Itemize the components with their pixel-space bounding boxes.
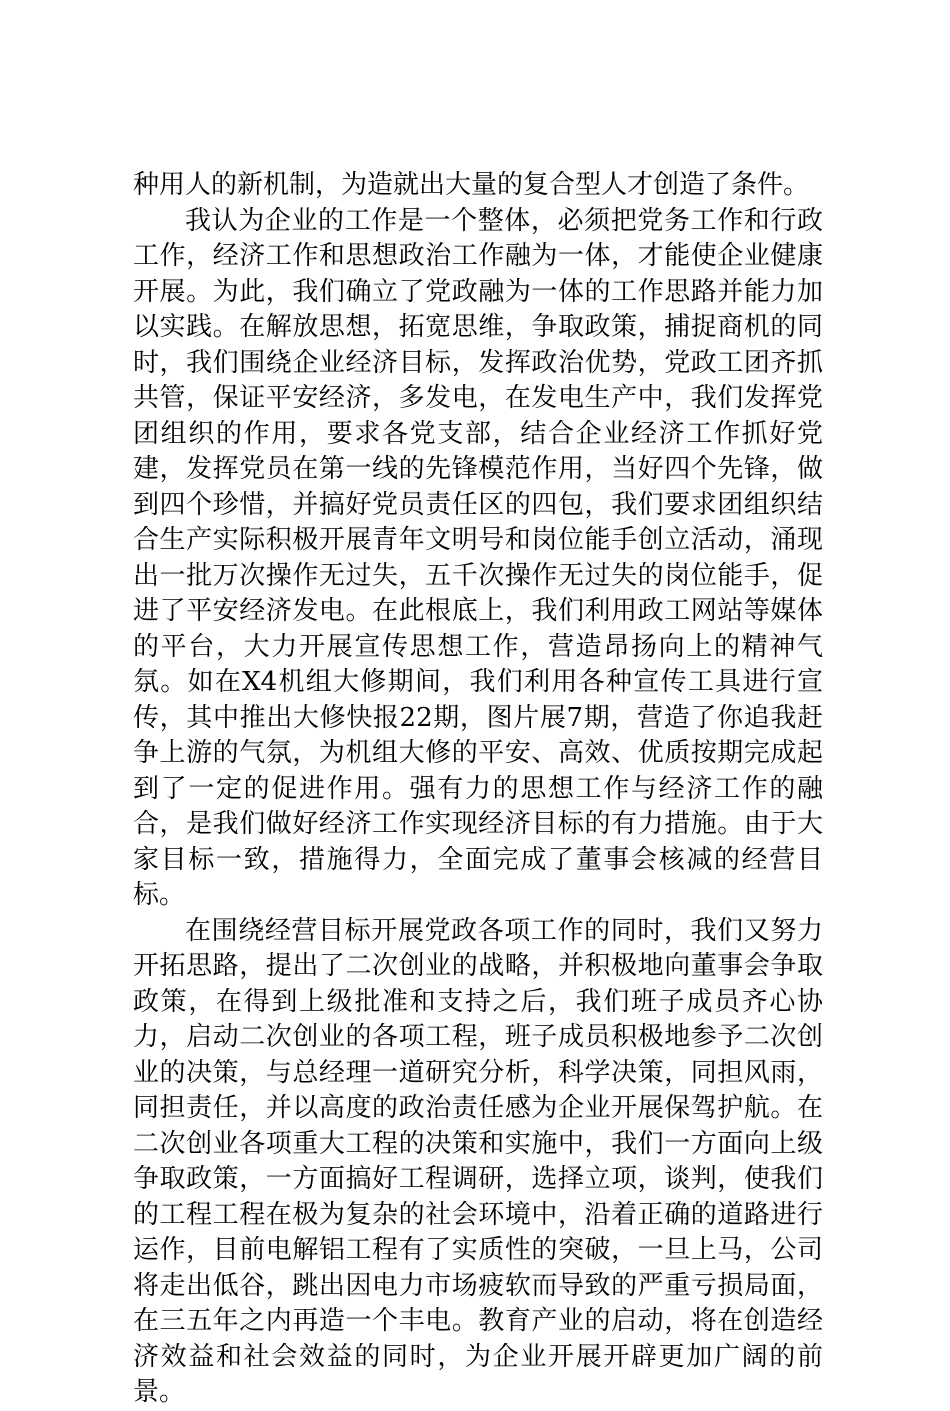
paragraph-2: 我认为企业的工作是一个整体，必须把党务工作和行政工作，经济工作和思想政治工作融为一体，才能使企业健康开展。为此，我们确立了党政融为一体的工作思路并能力加以实践。在解放思想，拓宽思维，争取政策，捕捉商机的同时，我们围绕企业经济目标，发挥政治优势，党政工团齐抓共管，保证平安经济，多发电，在发电生产中，我们发挥党团组织的作用，要求各党支部，结合企业经济工作抓好党建，发挥党员在第一线的先锋模范作用，当好四个先锋，做到四个珍惜，并搞好党员责任区的四包，我们要求团组织结合生产实际积极开展青年文明号和岗位能手创立活动，涌现出一批万次操作无过失，五千次操作无过失的岗位能手，促进了平安经济发电。在此根底上，我们利用政工网站等媒体的平台，大力开展宣传思想工作，营造昂扬向上的精神气氛。如在X4机组大修期间，我们利用各种宣传工具进行宣传，其中推出大修快报22期，图片展7期，营造了你追我赶争上游的气氛，为机组大修的平安、高效、优质按期完成起到了一定的促进作用。强有力的思想工作与经济工作的融合，是我们做好经济工作实现经济目标的有力措施。由于大家目标一致，措施得力，全面完成了董事会核减的经营目标。: [133, 205, 823, 910]
document-page: [133, 168, 823, 1411]
paragraph-1: 种用人的新机制，为造就出大量的复合型人才创造了条件。: [133, 170, 810, 200]
paragraph-3: 在围绕经营目标开展党政各项工作的同时，我们又努力开拓思路，提出了二次创业的战略，并积极地向董事会争取政策，在得到上级批准和支持之后，我们班子成员齐心协力，启动二次创业的各项工程，班子成员积极地参予二次创业的决策，与总经理一道研究分析，科学决策，同担风雨，同担责任，并以高度的政治责任感为企业开展保驾护航。在二次创业各项重大工程的决策和实施中，我们一方面向上级争取政策，一方面搞好工程调研，选择立项，谈判，使我们的工程工程在极为复杂的社会环境中，沿着正确的道路进行运作，目前电解铝工程有了实质性的突破，一旦上马，公司将走出低谷，跳出因电力市场疲软而导致的严重亏损局面，在三五年之内再造一个丰电。教育产业的启动，将在创造经济效益和社会效益的同时，为企业开展开辟更加广阔的前景。: [133, 915, 823, 1407]
